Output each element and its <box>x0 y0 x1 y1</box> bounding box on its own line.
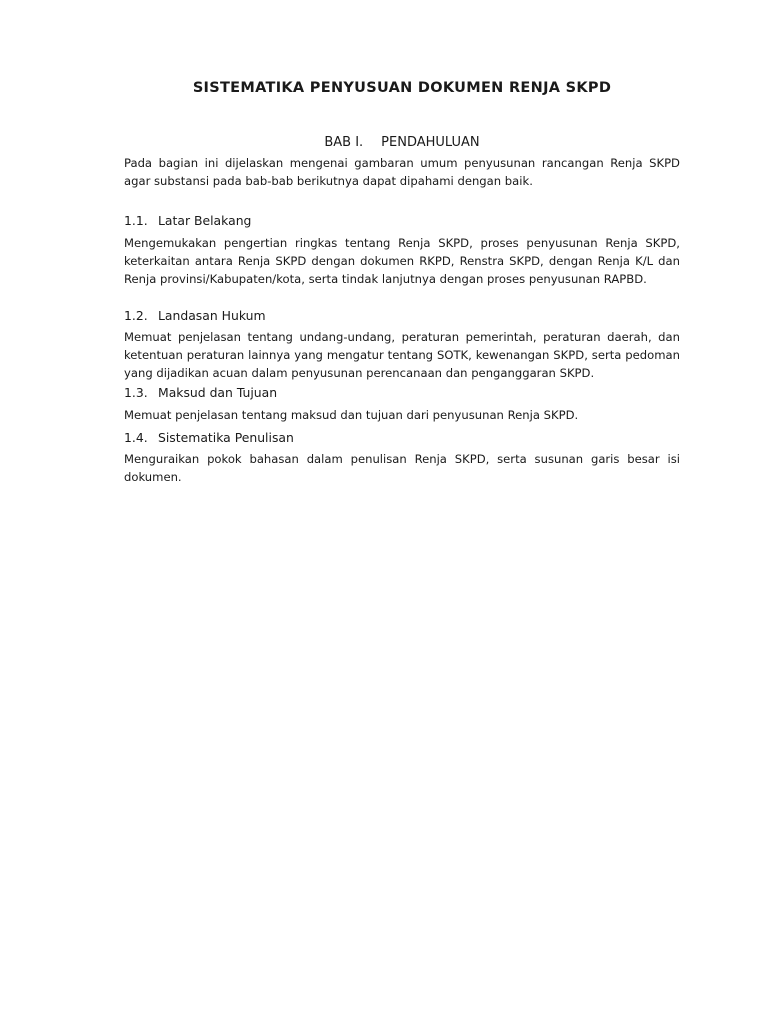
chapter-intro-paragraph: Pada bagian ini dijelaskan mengenai gambaran umum penyusunan rancangan Renja SKPD agar substansi pada bab-bab berikutnya dapat dipahami dengan baik. <box>124 156 680 188</box>
section-number: 1.1. <box>124 213 148 228</box>
section-title: Sistematika Penulisan <box>158 430 294 445</box>
chapter-title <box>124 134 680 152</box>
section-number: 1.4. <box>124 430 148 445</box>
section-heading-latar-belakang <box>124 212 680 230</box>
section-heading-landasan-hukum <box>124 307 680 325</box>
section-number: 1.3. <box>124 385 148 400</box>
section-body-sistematika-penulisan: Menguraikan pokok bahasan dalam penulisan Renja SKPD, serta susunan garis besar isi dokumen. <box>124 452 680 484</box>
section-title: Landasan Hukum <box>158 308 266 323</box>
section-heading-sistematika-penulisan <box>124 429 680 447</box>
section-title: Latar Belakang <box>158 213 252 228</box>
chapter-name: PENDAHULUAN <box>381 135 480 150</box>
section-body-landasan-hukum: Memuat penjelasan tentang undang-undang, peraturan pemerintah, peraturan daerah, dan ketentuan peraturan lainnya yang mengatur tentang SOTK, kewenangan SKPD, serta pedoman yang dijadikan acuan dalam penyusunan perencanaan dan penganggaran SKPD. <box>124 330 680 380</box>
section-body-maksud-dan-tujuan: Memuat penjelasan tentang maksud dan tujuan dari penyusunan Renja SKPD. <box>124 408 579 422</box>
document-title: SISTEMATIKA PENYUSUAN DOKUMEN RENJA SKPD <box>192 80 612 96</box>
chapter-label: BAB I. <box>324 135 364 150</box>
section-heading-maksud-dan-tujuan <box>124 384 680 402</box>
section-number: 1.2. <box>124 308 148 323</box>
section-body-latar-belakang: Mengemukakan pengertian ringkas tentang Renja SKPD, proses penyusunan Renja SKPD, keterkaitan antara Renja SKPD dengan dokumen RKPD, Renstra SKPD, dengan Renja K/L dan Renja provinsi/Kabupaten/kota, serta tindak lanjutnya dengan proses penyusunan RAPBD. <box>124 236 680 286</box>
section-title: Maksud dan Tujuan <box>158 385 278 400</box>
